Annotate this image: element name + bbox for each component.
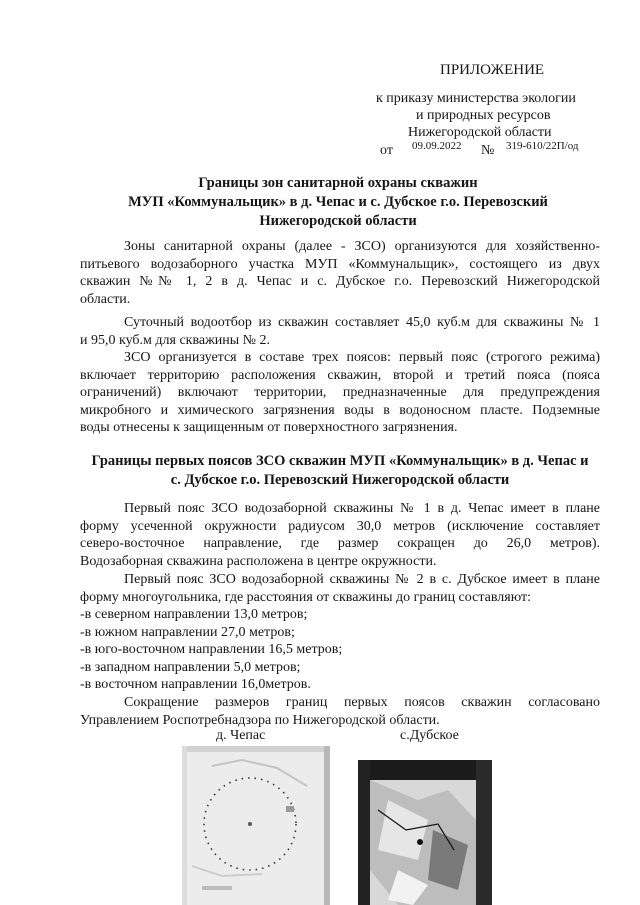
order-line-2: и природных ресурсов xyxy=(416,108,551,123)
list-item: -в южном направлении 27,0 метров; xyxy=(80,624,295,640)
dubskoe-map-drawing xyxy=(358,760,492,905)
list-item: -в восточном направлении 16,0метров. xyxy=(80,677,311,692)
intro-paragraph-1: Зоны санитарной охраны (далее - ЗСО) организуются для хозяйственно- питьевого водозаборного участка МУП «Коммунальщик», состоящего из двух скважин №№ 1, 2 в д. Чепас и с. Дубское г.о. Перевозский Нижегородской области. xyxy=(80,239,600,307)
list-item: -в западном направлении 5,0 метров; xyxy=(80,659,301,675)
section-paragraph-3: Сокращение размеров границ первых поясов скважин согласовано Управлением Роспотребнадзора по Нижегородской области. xyxy=(80,695,600,728)
intro-paragraph-3: ЗСО организуется в составе трех поясов: первый пояс (строгого режима) включает территорию расположения скважин, второй и третий пояса (пояса ограничений) включают территории, предназначенные для предупреждения микробного и химического загрязнения воды в водоносном пласте. Подземные воды отнесены к защищенным от поверхностного загрязнения. xyxy=(80,350,600,435)
page-title xyxy=(40,174,636,231)
order-date: 09.09.2022 xyxy=(412,140,462,152)
map-label-chepas: д. Чепас xyxy=(216,728,266,743)
chepas-map-drawing xyxy=(182,746,330,905)
section-title-line-1: Границы первых поясов ЗСО скважин МУП «Коммунальщик» в д. Чепас и xyxy=(91,453,589,469)
map-image-dubskoe xyxy=(358,760,492,905)
number-sign: № xyxy=(481,143,495,158)
appendix-label: ПРИЛОЖЕНИЕ xyxy=(440,62,545,78)
intro-paragraph-2: Суточный водоотбор из скважин составляет 45,0 куб.м для скважины № 1 и 95,0 куб.м для скважины № 2. xyxy=(80,315,600,348)
order-line-1: к приказу министерства экологии xyxy=(376,91,576,106)
section-paragraph-1: Первый пояс ЗСО водозаборной скважины № 1 в д. Чепас имеет в плане форму усеченной окружности радиусом 30,0 метров (исключение составляет северо-восточное направление, где размер сокращен до 26,0 метров). Водозаборная скважина расположена в центре окружности. xyxy=(80,501,600,569)
order-number: 319-610/22П/од xyxy=(506,140,579,152)
map-label-dubskoe: с.Дубское xyxy=(400,728,459,743)
map-image-chepas xyxy=(182,746,330,905)
from-label: от xyxy=(380,143,393,158)
section-paragraph-2: Первый пояс ЗСО водозаборной скважины № 2 в с. Дубское имеет в плане форму многоугольника, где расстояния от скважины до границ составляют: -в северном направлении 13,0 метров; -в южном направлении 27,0 метров; -в юго-восточном направлении 16,5 метров; -в западном направлении 5,0 метров; -в восточном направлении 16,0метров. xyxy=(80,572,600,692)
section-title xyxy=(20,452,640,490)
title-line-2: МУП «Коммунальщик» в д. Чепас и с. Дубское г.о. Перевозский xyxy=(128,194,548,210)
list-item: -в северном направлении 13,0 метров; xyxy=(80,607,308,622)
order-line-3: Нижегородской области xyxy=(408,125,552,140)
title-line-1: Границы зон санитарной охраны скважин xyxy=(198,175,478,191)
title-line-3: Нижегородской области xyxy=(259,213,417,229)
list-item: -в юго-восточном направлении 16,5 метров; xyxy=(80,642,343,657)
section-title-line-2: с. Дубское г.о. Перевозский Нижегородской области xyxy=(170,472,510,488)
